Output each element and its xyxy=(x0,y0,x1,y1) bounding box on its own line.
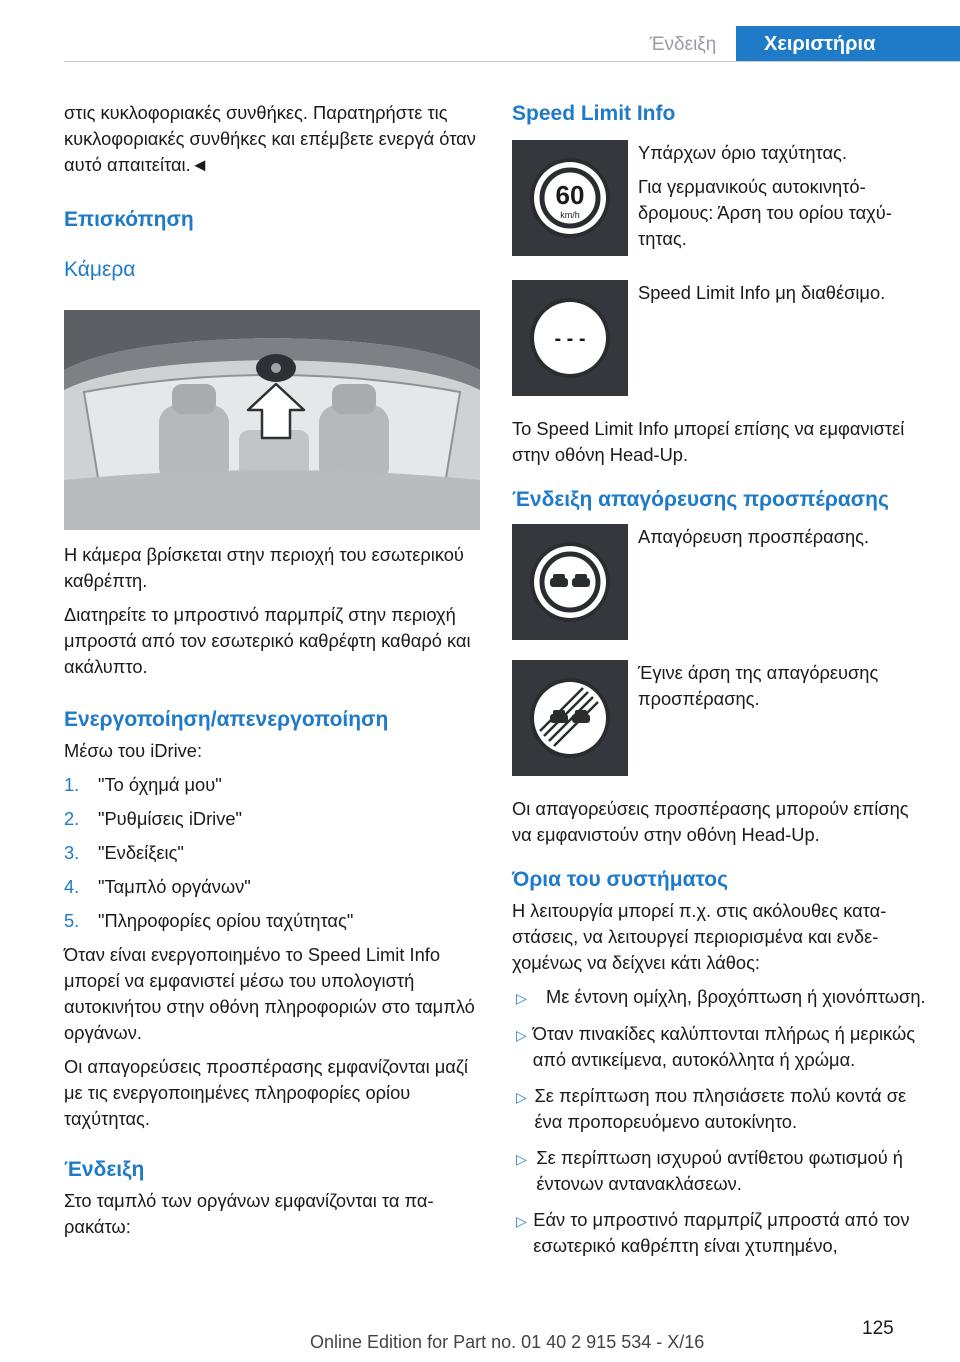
sli-hud-paragraph: Το Speed Limit Info μπορεί επίσης να εμφανιστεί στην οθόνη Head-Up. xyxy=(512,418,905,465)
end-no-passing-sign-icon xyxy=(512,660,628,776)
no-passing-heading: Ένδειξη απαγόρευσης προσπέρασης xyxy=(512,488,889,511)
speed-limit-info-heading: Speed Limit Info xyxy=(512,102,676,125)
unavailable-dashes: - - - xyxy=(554,328,586,350)
display-heading: Ένδειξη xyxy=(64,1158,145,1181)
system-limits-heading: Όρια του συστήματος xyxy=(512,868,729,891)
speed-limit-sign-icon xyxy=(512,140,628,256)
list-item: ▷ Σε περίπτωση που πλησιάσετε πολύ κοντά σε ένα προπορευόμενο αυτοκίνητο. xyxy=(512,1083,928,1135)
bullet-triangle-icon: ▷ xyxy=(516,990,527,1006)
speed-value: 60 xyxy=(555,180,585,210)
bullet-triangle-icon: ▷ xyxy=(516,1151,527,1167)
sign4-text: Έγινε άρση της απαγόρευσης προσπέρασης. xyxy=(638,662,879,709)
sign1-text2: Για γερμανικούς αυτοκινητόδρομους: Άρση του ορίου ταχύτητας. xyxy=(638,176,892,249)
intro-paragraph: στις κυκλοφοριακές συνθήκες. Παρατηρήστε τις κυκλοφοριακές συνθήκες και επέμβετε ενεργά όταν αυτό απαιτείται.◄ xyxy=(64,102,476,175)
page-number: 125 xyxy=(862,1318,894,1339)
list-item: 5. "Πληροφορίες ορίου ταχύτητας" xyxy=(64,910,354,931)
display-paragraph: Στο ταμπλό των οργάνων εμφανίζονται τα παρακάτω: xyxy=(64,1190,434,1237)
sign-row-speed-limit xyxy=(512,140,928,260)
activation-heading: Ενεργοποίηση/απενεργοποίηση xyxy=(64,708,389,731)
activation-info-paragraph: Όταν είναι ενεργοποιημένο το Speed Limit Info μπορεί να εμφανιστεί μέσω του υπολογιστή αυτοκινήτου στην οθόνη πληροφοριών στο ταμπλό οργάνων. xyxy=(64,944,475,1043)
sign2-text: Speed Limit Info μη διαθέσιμο. xyxy=(638,282,886,303)
sign-row-end-no-passing xyxy=(512,660,928,776)
system-limits-list xyxy=(512,984,928,1259)
activation-nopass-paragraph: Οι απαγορεύσεις προσπέρασης εμφανίζονται μαζί με τις ενεργοποιημένες πληροφορίες ορίου ταχύτητας. xyxy=(64,1056,468,1129)
sign-row-no-passing xyxy=(512,524,928,640)
sign3-text: Απαγόρευση προσπέρασης. xyxy=(638,526,870,547)
bullet-triangle-icon: ▷ xyxy=(516,1027,527,1043)
overview-heading: Επισκόπηση xyxy=(64,208,194,231)
list-item: ▷ Με έντονη ομίχλη, βροχόπτωση ή χιονόπτωση. xyxy=(512,984,928,1011)
list-item: 3. "Ενδείξεις" xyxy=(64,842,184,863)
right-column xyxy=(512,100,928,1269)
sign1-text1: Υπάρχων όριο ταχύτητας. xyxy=(638,142,847,163)
list-item: 2. "Ρυθμίσεις iDrive" xyxy=(64,808,243,829)
list-item: 4. "Ταμπλό οργάνων" xyxy=(64,876,251,897)
camera-heading: Κάμερα xyxy=(64,258,136,281)
camera-windshield-paragraph: Διατηρείτε το μπροστινό παρμπρίζ στην περιοχή μπροστά από τον εσωτερικό καθρέφτη καθαρό και ακάλυπτο. xyxy=(64,604,471,677)
left-column xyxy=(64,100,482,1248)
camera-location-illustration xyxy=(64,310,480,530)
bullet-triangle-icon: ▷ xyxy=(516,1213,527,1229)
sign-row-unavailable xyxy=(512,280,928,396)
bullet-triangle-icon: ▷ xyxy=(516,1089,527,1105)
activation-steps xyxy=(64,772,482,934)
no-passing-sign-icon xyxy=(512,524,628,640)
list-item: 1. "Το όχημά μου" xyxy=(64,774,222,795)
header-chapter-tab: Χειριστήρια xyxy=(736,26,960,62)
system-limits-intro: Η λειτουργία μπορεί π.χ. στις ακόλουθες καταστάσεις, να λειτουργεί περιορισμένα και ενδεχομένως να δείχνει κάτι λάθος: xyxy=(512,900,887,973)
header-section-label: Ένδειξη xyxy=(649,34,717,55)
no-passing-hud-paragraph: Οι απαγορεύσεις προσπέρασης μπορούν επίσης να εμφανιστούν στην οθόνη Head-Up. xyxy=(512,798,909,845)
speed-unit: km/h xyxy=(560,210,580,220)
footer-edition: Online Edition for Part no. 01 40 2 915 534 - X/16 xyxy=(310,1332,705,1352)
activation-intro: Μέσω του iDrive: xyxy=(64,740,203,761)
list-item: ▷ Σε περίπτωση ισχυρού αντίθετου φωτισμού ή έντονων αντανακλάσεων. xyxy=(512,1145,928,1197)
list-item: ▷ Όταν πινακίδες καλύπτονται πλήρως ή μερικώς από αντικείμενα, αυτοκόλλητα ή χρώμα. xyxy=(512,1021,928,1073)
speed-limit-unavailable-icon xyxy=(512,280,628,396)
header-rule xyxy=(64,61,960,62)
camera-location-paragraph: Η κάμερα βρίσκεται στην περιοχή του εσωτερικού καθρέπτη. xyxy=(64,544,464,591)
list-item: ▷ Εάν το μπροστινό παρμπρίζ μπροστά από τον εσωτερικό καθρέπτη είναι χτυπημένο, xyxy=(512,1207,928,1259)
